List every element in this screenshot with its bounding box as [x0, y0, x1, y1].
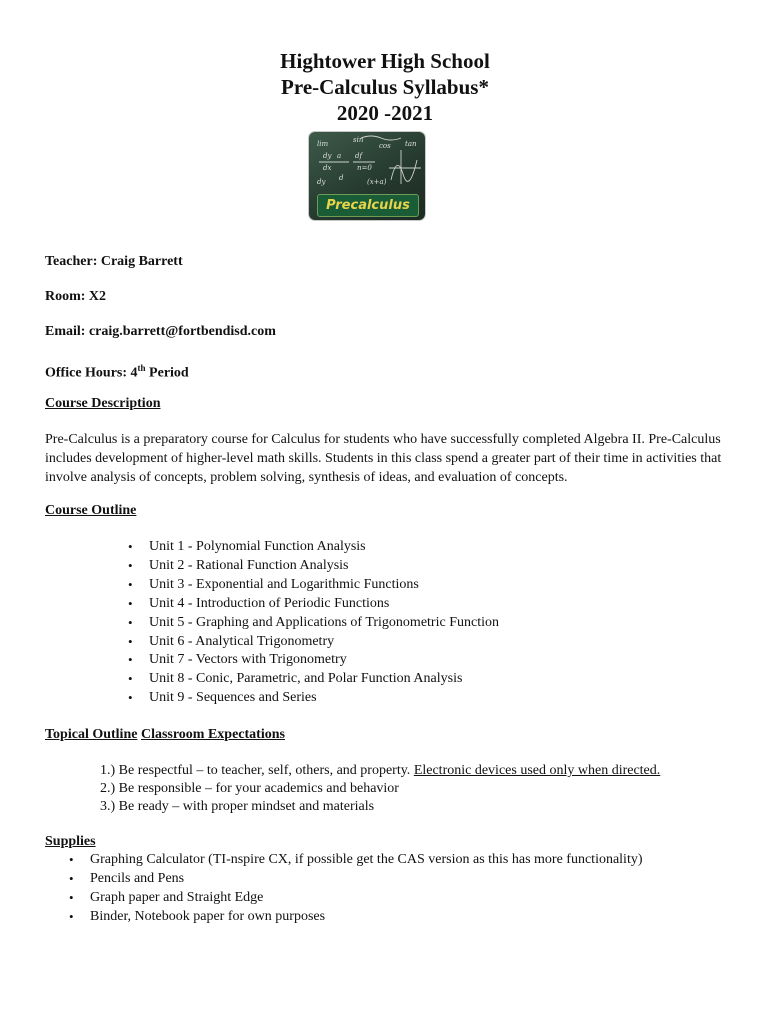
expectation-item: 2.) Be responsible – for your academics and behavior [100, 781, 399, 796]
school-name: Hightower High School [280, 49, 490, 73]
chalk-text: d [339, 174, 344, 182]
list-item: • Unit 7 - Vectors with Trigonometry [128, 651, 499, 670]
list-item: • Unit 6 - Analytical Trigonometry [128, 633, 499, 652]
unit-list [128, 538, 499, 708]
chalk-text: dx [323, 164, 332, 172]
list-item: • Unit 3 - Exponential and Logarithmic Functions [128, 576, 499, 595]
topical-outline-heading: Topical Outline [45, 727, 138, 742]
office-hours-suffix: Period [145, 365, 189, 381]
list-item: • Unit 2 - Rational Function Analysis [128, 557, 499, 576]
expectations-list [100, 762, 660, 816]
logo-label: Precalculus [317, 194, 419, 217]
list-item: • Unit 8 - Conic, Parametric, and Polar Function Analysis [128, 670, 499, 689]
course-description-text: Pre-Calculus is a preparatory course for Calculus for students who have successfully completed Algebra II. Pre-Calculus includes development of higher-level math skills. Students in this class spend a greater part of their time in activities that involve analysis of concepts, problem solving, synthesis of ideas, and evaluation of concepts. [45, 432, 722, 485]
chalk-text: df [355, 152, 363, 160]
office-hours-line [45, 359, 189, 383]
list-item: • Binder, Notebook paper for own purposes [69, 908, 643, 927]
expectation-item [100, 762, 660, 780]
chalk-text: sin [353, 136, 364, 144]
office-hours-superscript: th [137, 363, 146, 373]
expectation-item: 3.) Be ready – with proper mindset and materials [100, 799, 375, 814]
expectation-text: 1.) Be respectful – to teacher, self, others, and property. [100, 763, 414, 778]
office-hours-prefix: Office Hours: 4 [45, 365, 138, 381]
list-item: • Graphing Calculator (TI-nspire CX, if possible get the CAS version as this has more functionality) [69, 851, 643, 870]
chalk-text: cos [379, 142, 391, 150]
chalk-text: tan [405, 140, 417, 148]
room-line: Room: X2 [45, 289, 107, 304]
curve-sketch [391, 160, 417, 181]
course-description-heading: Course Description [45, 396, 161, 411]
expectations-heading [45, 726, 285, 744]
document-title [0, 48, 770, 126]
expectation-note: Electronic devices used only when directed. [413, 763, 661, 778]
precalculus-logo-image [309, 132, 425, 220]
list-item: • Unit 1 - Polynomial Function Analysis [128, 538, 499, 557]
email-line: Email: craig.barrett@fortbendisd.com [45, 324, 276, 339]
course-outline-heading: Course Outline [45, 503, 137, 518]
chalk-text: lim [317, 140, 329, 148]
list-item: • Unit 5 - Graphing and Applications of Trigonometric Function [128, 614, 499, 633]
chalk-text: dy [317, 178, 326, 186]
sine-wave-sketch [361, 136, 401, 140]
list-item: • Unit 4 - Introduction of Periodic Functions [128, 595, 499, 614]
school-year: 2020 -2021 [336, 101, 434, 125]
list-item: • Pencils and Pens [69, 870, 643, 889]
classroom-expectations-heading: Classroom Expectations [140, 727, 285, 742]
supplies-heading: Supplies [45, 834, 96, 849]
teacher-line: Teacher: Craig Barrett [45, 254, 183, 269]
chalk-text: (x+a) [367, 178, 387, 186]
chalk-text: dy [323, 152, 332, 160]
course-title: Pre-Calculus Syllabus* [281, 75, 489, 99]
list-item: • Unit 9 - Sequences and Series [128, 689, 499, 708]
chalk-text: a [337, 152, 342, 160]
list-item: • Graph paper and Straight Edge [69, 889, 643, 908]
supplies-list [69, 851, 643, 927]
chalk-text: n=0 [357, 164, 372, 172]
